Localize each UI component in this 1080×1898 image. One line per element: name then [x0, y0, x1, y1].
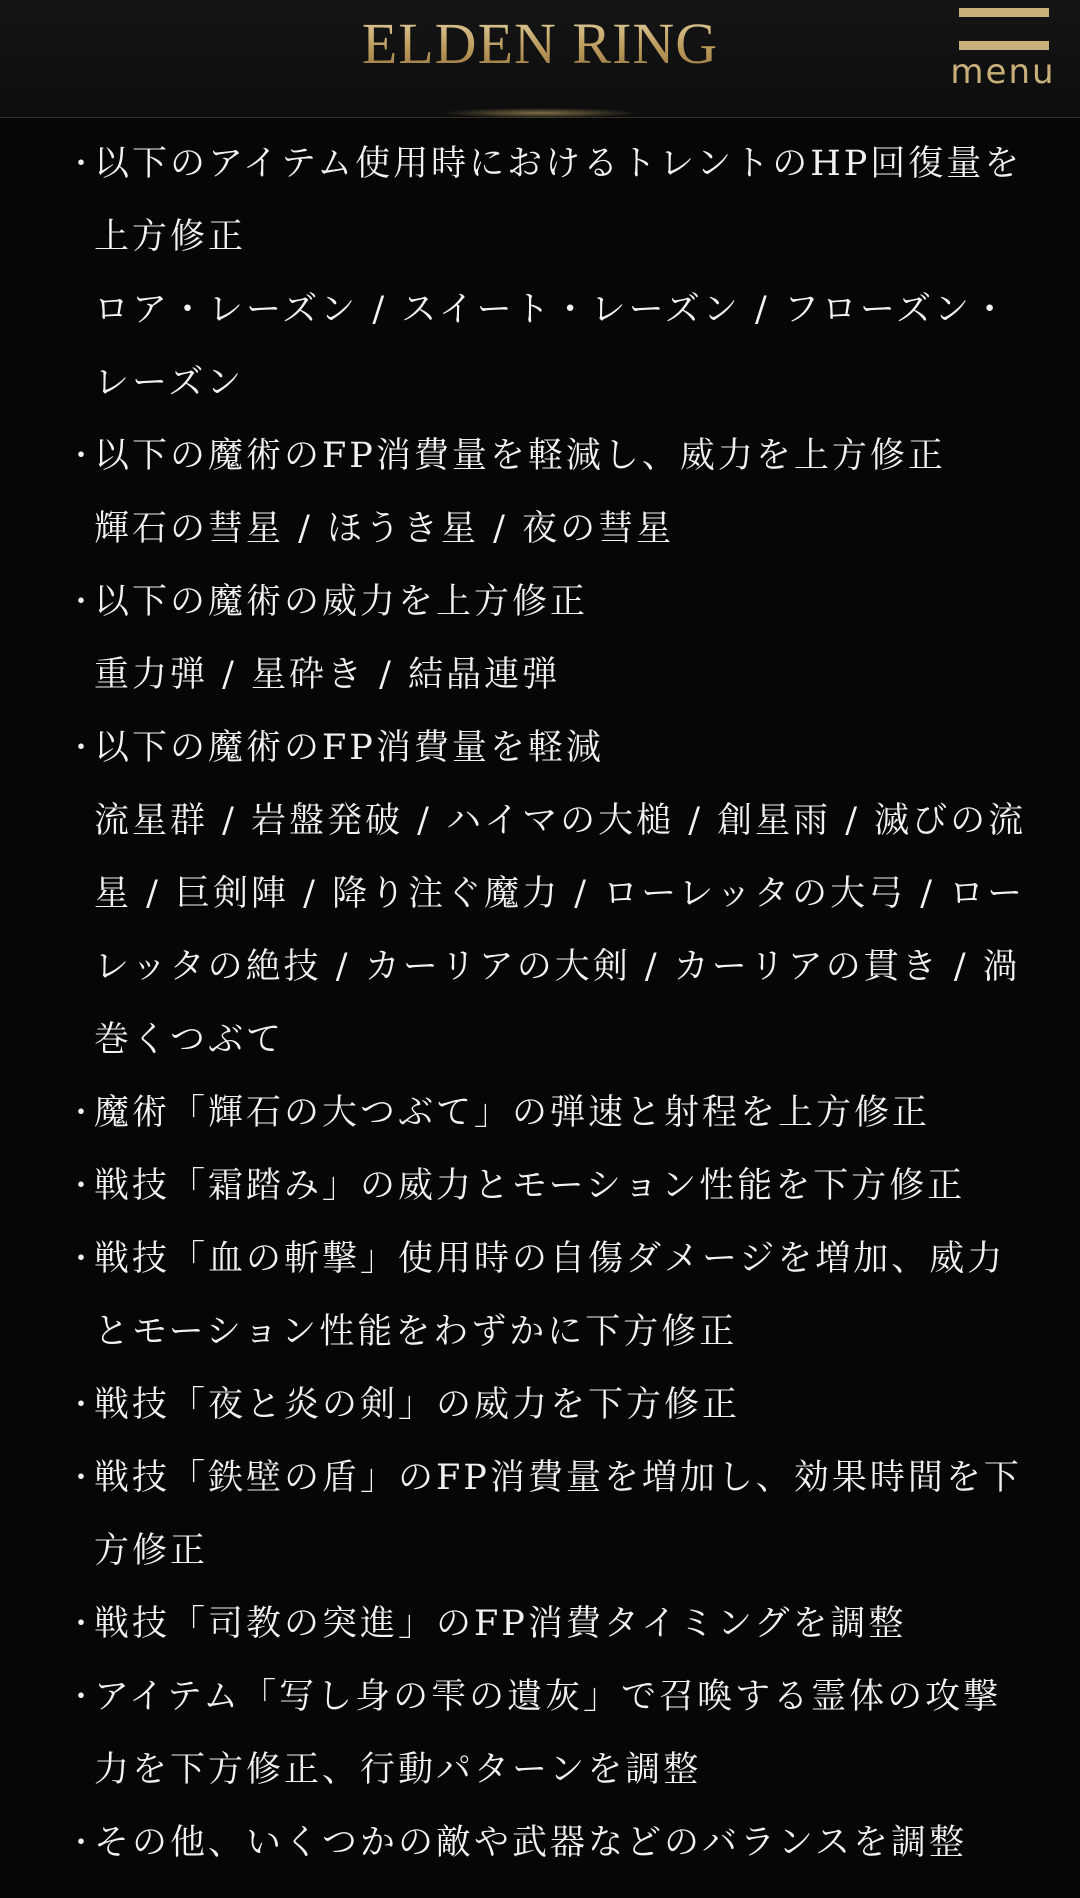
hamburger-icon[interactable] [959, 8, 1049, 52]
item-text: 戦技「血の斬撃」使用時の自傷ダメージを増加、威力とモーション性能をわずかに下方修正 [94, 1239, 1006, 1352]
bullet: ・ [66, 1826, 99, 1861]
item-text: 魔術「輝石の大つぶて」の弾速と射程を上方修正 [94, 1093, 931, 1133]
item-sublist: ロア・レーズン / スイート・レーズン / フローズン・レーズン [94, 290, 1011, 403]
item-text: 以下の魔術のFP消費量を軽減 [94, 728, 604, 768]
list-item [66, 1369, 1034, 1442]
item-text: 戦技「霜踏み」の威力とモーション性能を下方修正 [94, 1166, 966, 1206]
bullet: ・ [66, 731, 99, 766]
list-item [66, 1807, 1034, 1880]
item-sublist: 重力弾 / 星砕き / 結晶連弾 [94, 655, 561, 695]
list-item [66, 420, 1034, 566]
list-item [66, 1661, 1034, 1807]
menu-label[interactable]: menu [950, 52, 1056, 92]
bullet: ・ [66, 1169, 99, 1204]
bullet: ・ [66, 1096, 99, 1131]
list-item [66, 1150, 1034, 1223]
item-text: アイテム「写し身の雫の遺灰」で召喚する霊体の攻撃力を下方修正、行動パターンを調整 [94, 1677, 1002, 1790]
bullet: ・ [66, 439, 99, 474]
item-sublist: 輝石の彗星 / ほうき星 / 夜の彗星 [94, 509, 675, 549]
list-item [66, 128, 1034, 420]
item-text: 以下のアイテム使用時におけるトレントのHP回復量を上方修正 [94, 144, 1023, 257]
bullet: ・ [66, 147, 99, 182]
elden-ring-logo[interactable]: ELDEN RING [0, 10, 1080, 77]
list-item [66, 1223, 1034, 1369]
bullet: ・ [66, 1242, 99, 1277]
bullet: ・ [66, 1388, 99, 1423]
header-glow [440, 108, 640, 118]
item-text: 戦技「鉄壁の盾」のFP消費量を増加し、効果時間を下方修正 [94, 1458, 1022, 1571]
bullet: ・ [66, 1680, 99, 1715]
list-item [66, 1442, 1034, 1588]
item-text: 以下の魔術のFP消費量を軽減し、威力を上方修正 [94, 436, 946, 476]
list-item [66, 1588, 1034, 1661]
bullet: ・ [66, 1607, 99, 1642]
site-header [0, 0, 1080, 118]
patch-notes-list [0, 128, 1080, 1880]
item-text: 戦技「司教の突進」のFP消費タイミングを調整 [94, 1604, 907, 1644]
list-item [66, 566, 1034, 712]
list-item [66, 712, 1034, 1077]
item-text: 以下の魔術の威力を上方修正 [94, 582, 589, 622]
item-sublist: 流星群 / 岩盤発破 / ハイマの大槌 / 創星雨 / 滅びの流星 / 巨剣陣 / 降り注ぐ魔力 / ローレッタの大弓 / ローレッタの絶技 / カーリアの大剣 / カーリアの貫き / 渦巻くつぶて [94, 801, 1027, 1060]
list-item [66, 1077, 1034, 1150]
bullet: ・ [66, 1461, 99, 1496]
bullet: ・ [66, 585, 99, 620]
menu-button[interactable] [950, 0, 1060, 105]
item-text: その他、いくつかの敵や武器などのバランスを調整 [94, 1823, 967, 1863]
item-text: 戦技「夜と炎の剣」の威力を下方修正 [94, 1385, 741, 1425]
